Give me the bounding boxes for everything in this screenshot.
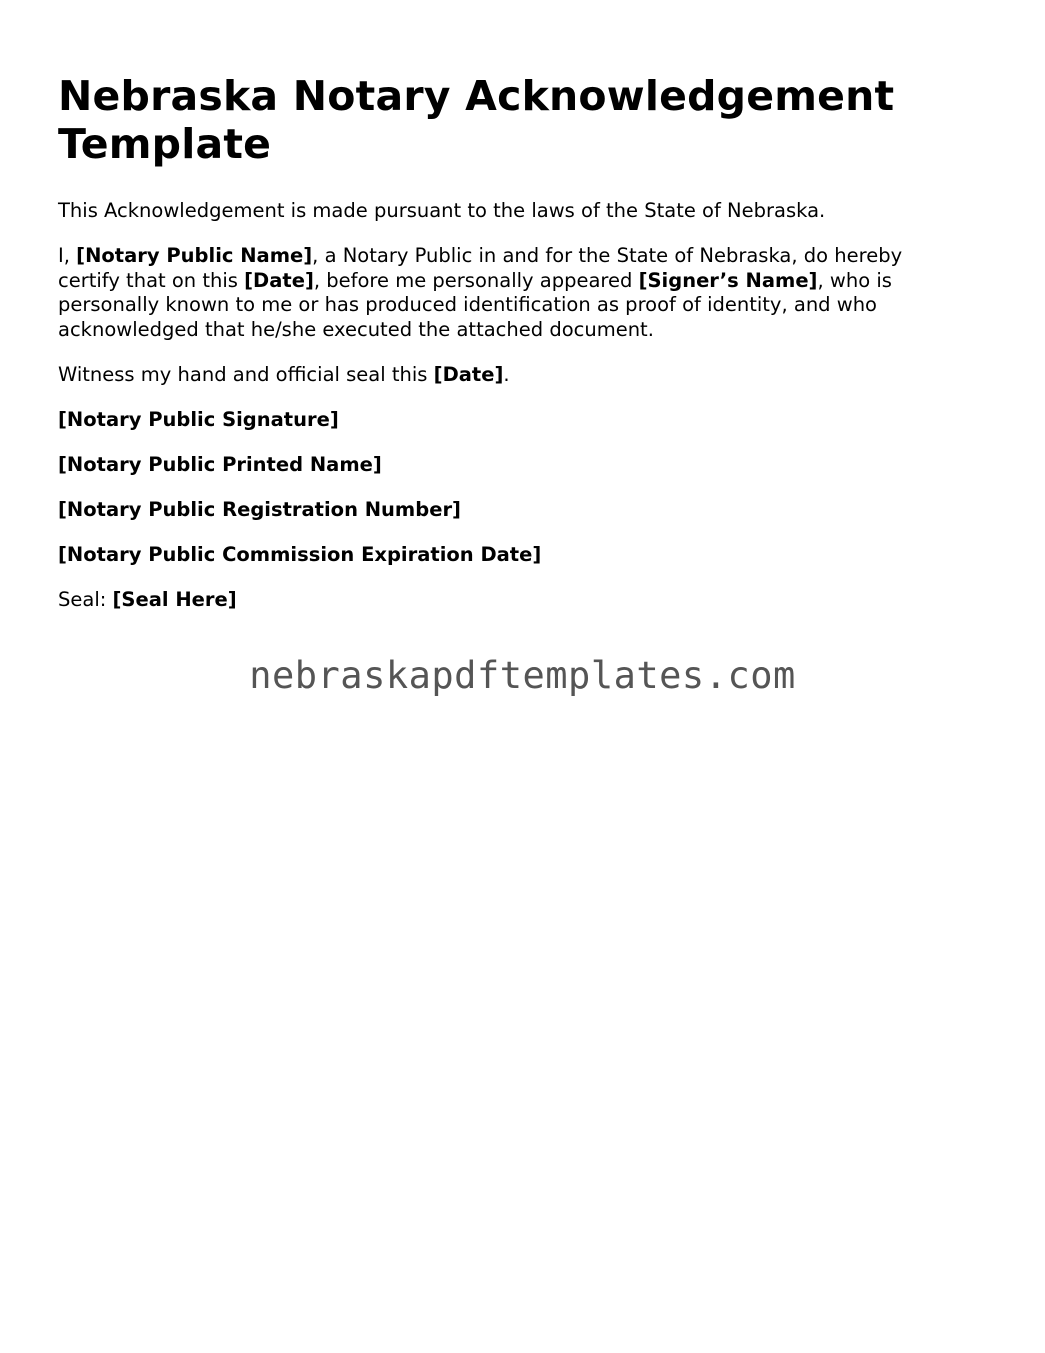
notary-commission-expiration-field: [Notary Public Commission Expiration Date] — [58, 542, 542, 566]
document-page — [58, 72, 958, 633]
witness-paragraph — [58, 363, 958, 388]
watermark: nebraskapdftemplates.com — [249, 654, 796, 697]
cert-text-4: , who is personally known to me or has produced identification as proof of identity, and who acknowledged that he/she executed the attached document. — [58, 268, 892, 341]
signer-name-field: [Signer’s Name] — [638, 268, 818, 292]
certification-paragraph — [58, 244, 958, 342]
date-field: [Date] — [244, 268, 314, 292]
notary-signature-field: [Notary Public Signature] — [58, 407, 339, 431]
seal-label: Seal: — [58, 587, 113, 611]
cert-text-3: , before me personally appeared — [313, 268, 639, 292]
witness-date-field: [Date] — [433, 362, 504, 386]
cert-text-2: , a Notary Public in and for the State of Nebraska, do hereby certify that on this — [58, 244, 903, 292]
document-title: Nebraska Notary Acknowledgement Template — [58, 72, 895, 168]
witness-text: Witness my hand and official seal this — [58, 362, 434, 386]
notary-printed-name-field: [Notary Public Printed Name] — [58, 452, 382, 476]
intro-paragraph: This Acknowledgement is made pursuant to the laws of the State of Nebraska. — [58, 199, 826, 222]
seal-line — [58, 588, 958, 613]
notary-name-field: [Notary Public Name] — [76, 244, 313, 267]
cert-text-1: I, — [58, 244, 77, 267]
witness-end: . — [503, 362, 510, 386]
seal-field: [Seal Here] — [112, 587, 237, 611]
notary-registration-number-field: [Notary Public Registration Number] — [58, 497, 461, 521]
